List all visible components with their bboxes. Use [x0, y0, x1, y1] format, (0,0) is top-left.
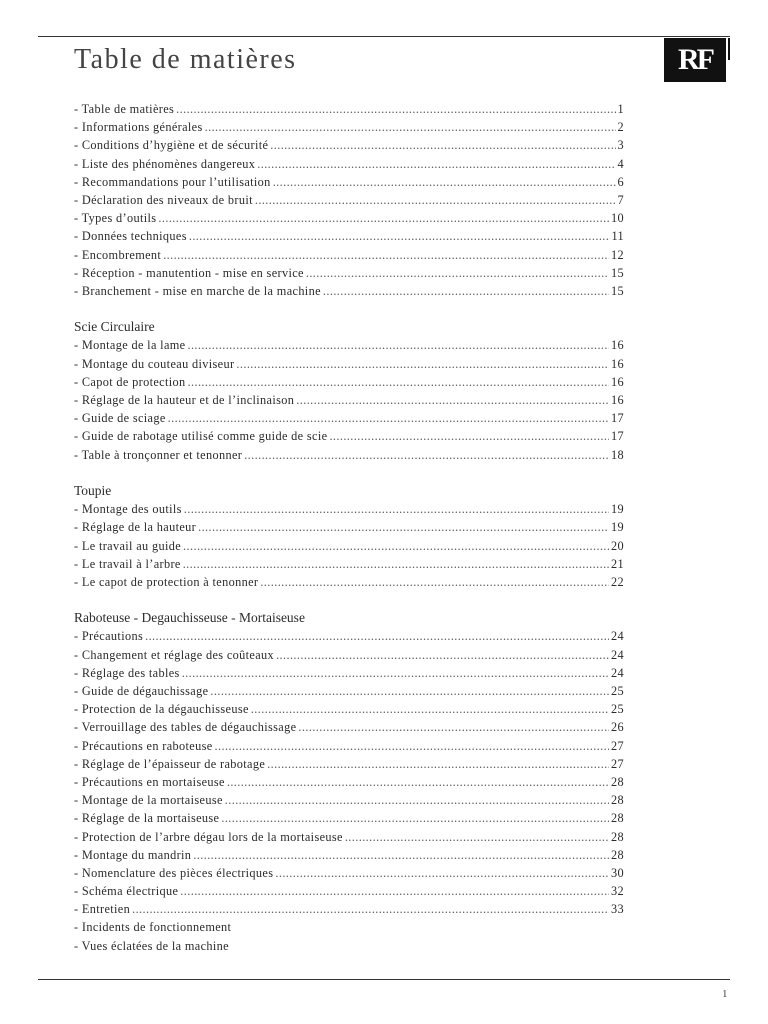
toc-entry-label: - Le capot de protection à tenonner — [74, 574, 259, 589]
toc-entry[interactable] — [74, 409, 624, 427]
logo-lettering: RF — [678, 43, 712, 76]
dot-leader — [188, 373, 609, 391]
toc-entry-page: 18 — [611, 447, 624, 462]
toc-entry-label: - Types d’outils — [74, 211, 157, 226]
dot-leader — [189, 227, 610, 245]
toc-entry-label: - Réglage des tables — [74, 665, 180, 680]
dot-leader — [163, 246, 609, 264]
dot-leader — [198, 518, 609, 536]
dot-leader — [193, 846, 609, 864]
brand-logo — [664, 38, 726, 82]
dot-leader — [251, 700, 609, 718]
dot-leader — [205, 118, 616, 136]
toc-entry-page: 21 — [611, 556, 624, 571]
toc-entry-page: 20 — [611, 538, 624, 553]
toc-entry-page: 28 — [611, 829, 624, 844]
dot-leader — [182, 664, 609, 682]
toc-entry[interactable] — [74, 227, 624, 245]
toc-entry[interactable] — [74, 209, 624, 227]
dot-leader — [257, 155, 615, 173]
dot-leader — [236, 355, 609, 373]
toc-entry[interactable] — [74, 155, 624, 173]
toc-entry-page: 27 — [611, 756, 624, 771]
toc-entry-page: 19 — [611, 520, 624, 535]
toc-entry-label: - Réception - manutention - mise en service — [74, 265, 304, 280]
toc-entry-page: 1 — [617, 102, 624, 116]
toc-entry-page: 6 — [617, 174, 624, 189]
toc-entry-page: 32 — [611, 884, 624, 899]
toc-entry-page: 28 — [611, 811, 624, 826]
dot-leader — [270, 136, 615, 154]
toc-entry-label: - Montage de la mortaiseuse — [74, 793, 223, 808]
toc-entry-page: 25 — [611, 684, 624, 698]
dot-leader — [255, 191, 616, 209]
toc-entry[interactable] — [74, 864, 624, 882]
dot-leader — [184, 500, 609, 518]
toc-entry-page: 16 — [611, 374, 624, 389]
toc-entry-page: 22 — [611, 574, 624, 589]
toc-entry-page: 24 — [611, 665, 624, 680]
dot-leader — [273, 173, 616, 191]
toc-entry[interactable] — [74, 246, 624, 264]
toc-entry[interactable] — [74, 500, 624, 518]
dot-leader — [225, 791, 609, 809]
toc-entry-label: - Réglage de la hauteur et de l’inclinaison — [74, 393, 295, 407]
dot-leader — [187, 336, 609, 354]
section-heading: Scie Circulaire — [74, 319, 155, 335]
table-of-contents — [74, 100, 624, 955]
toc-entry[interactable] — [74, 828, 624, 846]
toc-entry-label: - Précautions en raboteuse — [74, 738, 213, 753]
section-spacer — [74, 464, 624, 482]
toc-entry-page: 24 — [611, 629, 624, 644]
dot-leader — [306, 264, 609, 282]
toc-entry-page: 27 — [611, 738, 624, 753]
toc-entry-page: 17 — [611, 411, 624, 426]
toc-entry[interactable] — [74, 700, 624, 718]
dot-leader — [244, 446, 609, 464]
toc-entry-page: 16 — [611, 393, 624, 407]
toc-entry[interactable] — [74, 737, 624, 755]
toc-entry[interactable] — [74, 791, 624, 809]
section-heading: Toupie — [74, 482, 112, 498]
page-title: Table de matières — [74, 44, 297, 75]
toc-entry-label: - Liste des phénomènes dangereux — [74, 156, 256, 171]
dot-leader — [145, 627, 609, 645]
toc-entry-label: - Changement et réglage des coûteaux — [74, 647, 275, 662]
toc-entry-label: - Précautions en mortaiseuse — [74, 774, 225, 789]
dot-leader — [267, 755, 609, 773]
toc-entry-page: 25 — [611, 702, 624, 717]
toc-entry-page: 28 — [611, 847, 624, 862]
toc-entry-page: 3 — [617, 138, 624, 153]
toc-entry-label: - Incidents de fonctionnement — [74, 920, 232, 935]
toc-entry[interactable] — [74, 537, 624, 555]
dot-leader — [183, 555, 609, 573]
toc-entry-label: - Vues éclatées de la machine — [74, 938, 229, 953]
toc-entry-label: - Guide de rabotage utilisé comme guide de scie — [74, 429, 328, 444]
toc-entry[interactable] — [74, 573, 624, 591]
toc-entry-page: 30 — [611, 865, 624, 880]
dot-leader — [275, 864, 609, 882]
toc-entry[interactable] — [74, 755, 624, 773]
dot-leader — [329, 427, 609, 445]
toc-entry-page: 17 — [611, 429, 624, 444]
logo-bar — [728, 38, 730, 60]
toc-entry[interactable] — [74, 664, 624, 682]
toc-entry[interactable] — [74, 173, 624, 191]
toc-entry[interactable] — [74, 900, 624, 918]
toc-entry-page: 15 — [611, 283, 624, 298]
toc-entry[interactable] — [74, 336, 624, 354]
toc-entry[interactable] — [74, 627, 624, 645]
dot-leader — [132, 900, 609, 918]
section-heading: Raboteuse - Degauchisseuse - Mortaiseuse — [74, 610, 305, 626]
toc-entry-label: - Données techniques — [74, 229, 187, 244]
toc-entry-label: - Protection de l’arbre dégau lors de la mortaiseuse — [74, 829, 343, 844]
toc-entry-label: - Réglage de la mortaiseuse — [74, 811, 220, 826]
toc-entry[interactable] — [74, 427, 624, 445]
toc-entry-page: 11 — [611, 229, 624, 244]
toc-entry-page: 7 — [617, 192, 624, 207]
toc-entry[interactable] — [74, 518, 624, 536]
toc-entry-label: - Montage de la lame — [74, 338, 186, 353]
toc-entry[interactable] — [74, 191, 624, 209]
toc-entry-label: - Montage du mandrin — [74, 847, 192, 862]
toc-entry[interactable] — [74, 555, 624, 573]
toc-entry[interactable] — [74, 446, 624, 464]
toc-entry[interactable] — [74, 718, 624, 736]
top-rule — [38, 36, 730, 37]
toc-entry-label: - Réglage de l’épaisseur de rabotage — [74, 756, 266, 771]
toc-entry-page: 28 — [611, 793, 624, 808]
toc-entry-label: - Le travail à l’arbre — [74, 556, 181, 571]
toc-entry[interactable] — [74, 937, 624, 955]
dot-leader — [158, 209, 609, 227]
toc-entry-label: - Schéma électrique — [74, 884, 179, 899]
toc-entry-label: - Précautions — [74, 629, 144, 644]
toc-entry-label: - Recommandations pour l’utilisation — [74, 174, 271, 189]
dot-leader — [176, 100, 615, 118]
toc-entry-page: 10 — [611, 211, 624, 226]
toc-entry[interactable] — [74, 646, 624, 664]
toc-entry-page: 24 — [611, 647, 624, 662]
toc-entry-label: - Montage des outils — [74, 502, 182, 517]
dot-leader — [183, 537, 609, 555]
toc-entry[interactable] — [74, 355, 624, 373]
dot-leader — [345, 828, 609, 846]
dot-leader — [260, 573, 609, 591]
dot-leader — [323, 282, 609, 300]
dot-leader — [168, 409, 609, 427]
dot-leader — [221, 809, 609, 827]
toc-entry[interactable] — [74, 773, 624, 791]
toc-entry[interactable] — [74, 809, 624, 827]
toc-entry-page: 26 — [611, 720, 624, 735]
toc-entry-label: - Entretien — [74, 902, 131, 917]
toc-entry[interactable] — [74, 282, 624, 300]
toc-entry[interactable] — [74, 682, 624, 700]
toc-entry[interactable] — [74, 918, 624, 936]
toc-entry-label: - Table à tronçonner et tenonner — [74, 447, 243, 462]
section-spacer — [74, 300, 624, 318]
dot-leader — [210, 682, 609, 700]
toc-entry-page: 33 — [611, 902, 624, 917]
toc-entry-label: - Verrouillage des tables de dégauchissage — [74, 720, 297, 735]
toc-entry-page: 19 — [611, 502, 624, 517]
toc-entry-label: - Guide de dégauchissage — [74, 684, 209, 698]
toc-entry-label: - Branchement - mise en marche de la machine — [74, 283, 321, 298]
toc-entry-page: 15 — [611, 265, 624, 280]
toc-entry[interactable] — [74, 373, 624, 391]
toc-entry-label: - Protection de la dégauchisseuse — [74, 702, 249, 717]
toc-entry[interactable] — [74, 846, 624, 864]
dot-leader — [296, 391, 609, 409]
toc-entry[interactable] — [74, 264, 624, 282]
toc-entry-page: 2 — [617, 120, 624, 135]
toc-entry-label: - Réglage de la hauteur — [74, 520, 197, 535]
toc-entry-page: 16 — [611, 338, 624, 353]
toc-entry-label: - Informations générales — [74, 120, 203, 135]
toc-entry-label: - Capot de protection — [74, 374, 186, 389]
toc-entry[interactable] — [74, 882, 624, 900]
toc-entry-label: - Guide de sciage — [74, 411, 166, 426]
dot-leader — [180, 882, 609, 900]
dot-leader — [215, 737, 609, 755]
toc-entry[interactable] — [74, 136, 624, 154]
dot-leader — [227, 773, 609, 791]
dot-leader — [298, 718, 609, 736]
toc-entry-page: 28 — [611, 774, 624, 789]
toc-entry-label: - Conditions d’hygiène et de sécurité — [74, 138, 269, 153]
toc-entry-page: 12 — [611, 247, 624, 262]
toc-entry-label: - Encombrement — [74, 247, 162, 262]
toc-entry-label: - Table de matières — [74, 102, 175, 116]
toc-entry[interactable] — [74, 100, 624, 118]
bottom-rule — [38, 979, 730, 980]
section-spacer — [74, 591, 624, 609]
toc-entry[interactable] — [74, 118, 624, 136]
toc-entry-label: - Le travail au guide — [74, 538, 182, 553]
toc-entry-label: - Nomenclature des pièces électriques — [74, 865, 274, 880]
toc-entry-page: 4 — [617, 156, 624, 171]
toc-entry-label: - Montage du couteau diviseur — [74, 356, 235, 371]
toc-entry[interactable] — [74, 391, 624, 409]
toc-entry-page: 16 — [611, 356, 624, 371]
page-number: 1 — [722, 988, 728, 1000]
toc-entry-label: - Déclaration des niveaux de bruit — [74, 192, 253, 207]
dot-leader — [276, 646, 609, 664]
